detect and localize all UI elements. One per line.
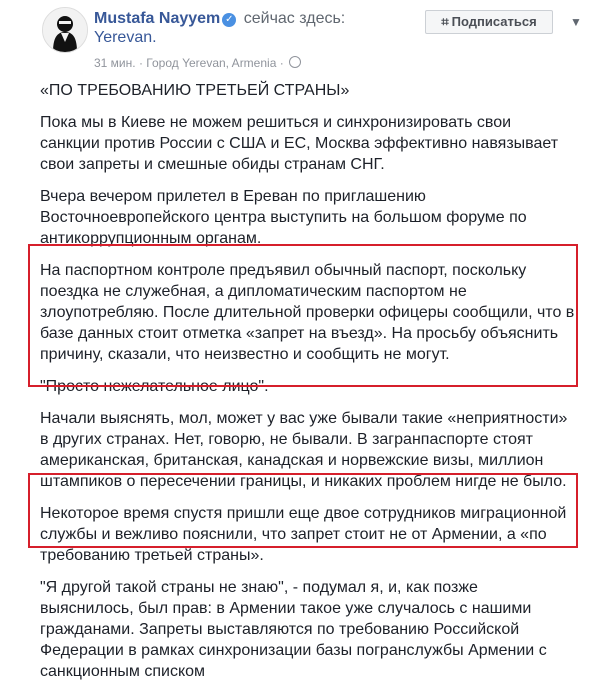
- meta-separator-2: ·: [279, 56, 288, 70]
- post-place[interactable]: Город Yerevan, Armenia: [146, 56, 277, 70]
- author-name[interactable]: Mustafa Nayyem: [94, 10, 221, 27]
- paragraph-1: Пока мы в Киеве не можем решиться и синхронизировать свои санкции против России с США и ЕС, Москва эффективно навязывает свои запреты и смешные обиды странам СНГ.: [40, 114, 559, 173]
- paragraph-5: Начали выяснять, мол, может у вас уже бывали такие «неприятности» в других странах. Нет, говорю, не бывали. В загранпаспорте стоят американская, британская, канадская и норвежские визы, миллион штампиков о пересечении границы, и никаких проблем нигде не было.: [40, 410, 568, 490]
- chevron-down-icon[interactable]: ▼: [570, 15, 582, 29]
- verified-check-icon: ✓: [222, 13, 236, 27]
- post-meta: [94, 56, 301, 70]
- post-time[interactable]: 31 мин.: [94, 56, 136, 70]
- paragraph-2: Вчера вечером прилетел в Ереван по приглашению Восточноевропейского центра выступить на большом форуме по антикоррупционным органам.: [40, 188, 527, 247]
- avatar-icon: [43, 8, 87, 52]
- globe-icon[interactable]: [289, 56, 301, 68]
- post-body: [40, 80, 575, 693]
- paragraph-7: "Я другой такой страны не знаю", - подумал я, и, как позже выяснилось, был прав: в Армении такое уже случалось с нашими гражданами. Запреты выставляются по требованию Российской Федерации в рамках синхронизации базы погранслужбы Армении с санкционным списком: [40, 579, 547, 680]
- author-avatar[interactable]: [42, 7, 88, 53]
- post-title: «ПО ТРЕБОВАНИЮ ТРЕТЬЕЙ СТРАНЫ»: [40, 82, 350, 99]
- subscribe-label: Подписаться: [451, 14, 537, 29]
- post-header: [94, 8, 345, 29]
- rss-icon: ⌗: [441, 14, 449, 29]
- status-text: сейчас здесь:: [243, 10, 346, 27]
- paragraph-6: Некоторое время спустя пришли еще двое сотрудников миграционной службы и вежливо пояснили, что запрет стоит не от Армении, а «по требованию третьей страны».: [40, 505, 567, 564]
- paragraph-4: "Просто нежелательное лицо".: [40, 378, 269, 395]
- meta-separator: ·: [138, 56, 147, 70]
- paragraph-3: На паспортном контроле предъявил обычный паспорт, поскольку поездка не служебная, а дипломатическим паспортом не злоупотребляю. После длительной проверки офицеры сообщили, что в базе данных стоит отметка «запрет на въезд». На просьбу объяснить причину, сказали, что неизвестно и сообщить не могут.: [40, 262, 575, 363]
- location-link[interactable]: Yerevan.: [94, 29, 157, 46]
- subscribe-button[interactable]: [425, 10, 553, 34]
